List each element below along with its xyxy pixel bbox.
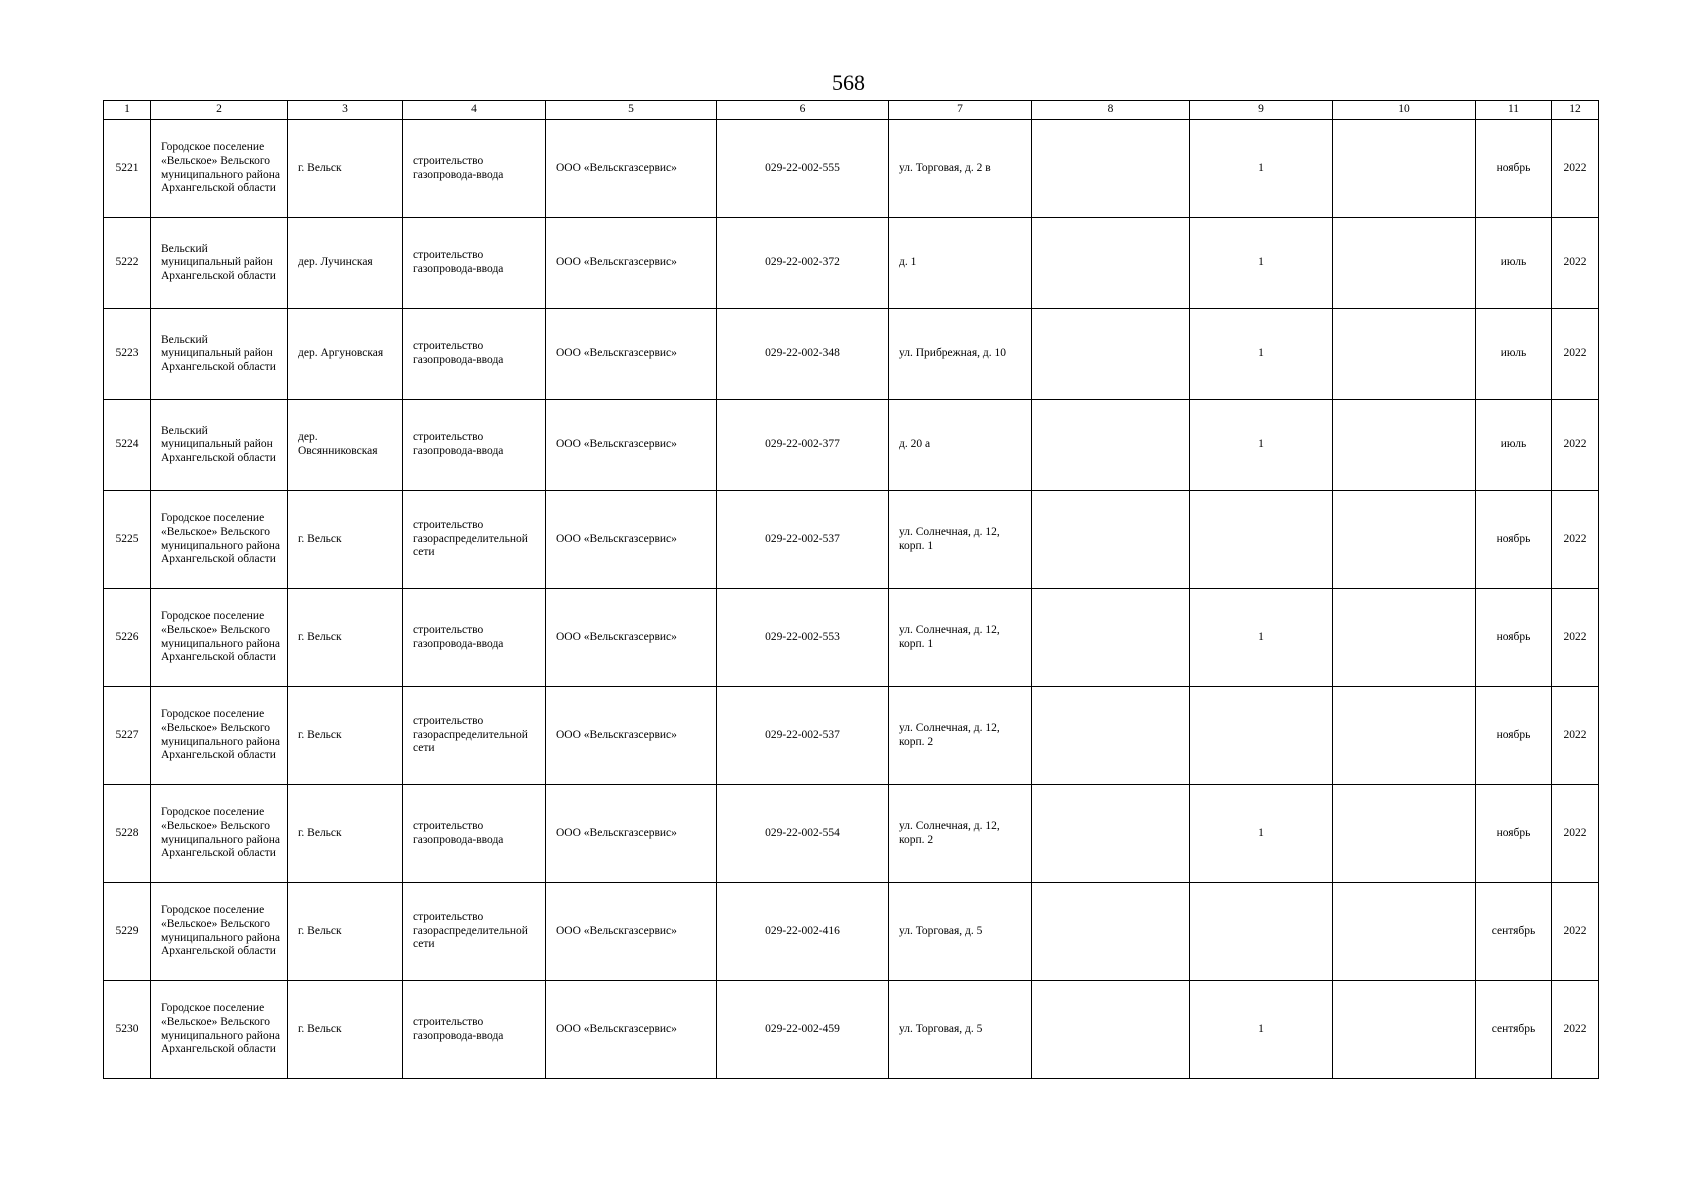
column-header: 6 bbox=[717, 101, 889, 120]
object-code-cell: 029-22-002-555 bbox=[717, 120, 889, 218]
table-row bbox=[104, 120, 1599, 218]
row-number: 5229 bbox=[104, 883, 151, 981]
municipality-cell: Вельский муниципальный район Архангельской области bbox=[151, 218, 288, 309]
organization-cell: ООО «Вельскгазсервис» bbox=[546, 687, 717, 785]
column-header: 12 bbox=[1552, 101, 1599, 120]
column-8-cell bbox=[1032, 218, 1190, 309]
address-cell: ул. Солнечная, д. 12, корп. 1 bbox=[889, 589, 1032, 687]
page-number: 568 bbox=[832, 70, 865, 95]
work-type-cell: строительство газопровода-ввода bbox=[403, 218, 546, 309]
object-code-cell: 029-22-002-537 bbox=[717, 491, 889, 589]
registry-table bbox=[103, 100, 1599, 1079]
municipality-cell: Вельский муниципальный район Архангельской области bbox=[151, 400, 288, 491]
organization-cell: ООО «Вельскгазсервис» bbox=[546, 785, 717, 883]
column-9-cell bbox=[1190, 687, 1333, 785]
column-9-cell: 1 bbox=[1190, 981, 1333, 1079]
year-cell: 2022 bbox=[1552, 120, 1599, 218]
address-cell: ул. Торговая, д. 2 в bbox=[889, 120, 1032, 218]
row-number: 5221 bbox=[104, 120, 151, 218]
organization-cell: ООО «Вельскгазсервис» bbox=[546, 218, 717, 309]
organization-cell: ООО «Вельскгазсервис» bbox=[546, 981, 717, 1079]
column-8-cell bbox=[1032, 491, 1190, 589]
year-cell: 2022 bbox=[1552, 589, 1599, 687]
year-cell: 2022 bbox=[1552, 883, 1599, 981]
column-9-cell: 1 bbox=[1190, 309, 1333, 400]
work-type-cell: строительство газораспределительной сети bbox=[403, 491, 546, 589]
object-code-cell: 029-22-002-416 bbox=[717, 883, 889, 981]
column-8-cell bbox=[1032, 687, 1190, 785]
column-10-cell bbox=[1333, 400, 1476, 491]
row-number: 5224 bbox=[104, 400, 151, 491]
column-8-cell bbox=[1032, 400, 1190, 491]
month-cell: ноябрь bbox=[1476, 120, 1552, 218]
table-row bbox=[104, 883, 1599, 981]
address-cell: ул. Солнечная, д. 12, корп. 2 bbox=[889, 785, 1032, 883]
column-8-cell bbox=[1032, 981, 1190, 1079]
column-8-cell bbox=[1032, 785, 1190, 883]
object-code-cell: 029-22-002-553 bbox=[717, 589, 889, 687]
locality-cell: дер. Овсянниковская bbox=[288, 400, 403, 491]
locality-cell: г. Вельск bbox=[288, 120, 403, 218]
column-header: 7 bbox=[889, 101, 1032, 120]
column-9-cell: 1 bbox=[1190, 218, 1333, 309]
organization-cell: ООО «Вельскгазсервис» bbox=[546, 400, 717, 491]
month-cell: ноябрь bbox=[1476, 785, 1552, 883]
year-cell: 2022 bbox=[1552, 491, 1599, 589]
municipality-cell: Городское поселение «Вельское» Вельского муниципального района Архангельской области bbox=[151, 687, 288, 785]
column-8-cell bbox=[1032, 883, 1190, 981]
year-cell: 2022 bbox=[1552, 218, 1599, 309]
object-code-cell: 029-22-002-372 bbox=[717, 218, 889, 309]
column-9-cell bbox=[1190, 491, 1333, 589]
month-cell: ноябрь bbox=[1476, 491, 1552, 589]
work-type-cell: строительство газопровода-ввода bbox=[403, 981, 546, 1079]
column-8-cell bbox=[1032, 309, 1190, 400]
address-cell: ул. Прибрежная, д. 10 bbox=[889, 309, 1032, 400]
column-10-cell bbox=[1333, 883, 1476, 981]
object-code-cell: 029-22-002-377 bbox=[717, 400, 889, 491]
municipality-cell: Городское поселение «Вельское» Вельского муниципального района Архангельской области bbox=[151, 785, 288, 883]
column-header: 2 bbox=[151, 101, 288, 120]
column-header: 1 bbox=[104, 101, 151, 120]
work-type-cell: строительство газопровода-ввода bbox=[403, 309, 546, 400]
municipality-cell: Городское поселение «Вельское» Вельского муниципального района Архангельской области bbox=[151, 883, 288, 981]
column-10-cell bbox=[1333, 218, 1476, 309]
municipality-cell: Городское поселение «Вельское» Вельского муниципального района Архангельской области bbox=[151, 491, 288, 589]
column-header: 10 bbox=[1333, 101, 1476, 120]
column-8-cell bbox=[1032, 589, 1190, 687]
column-9-cell: 1 bbox=[1190, 589, 1333, 687]
address-cell: ул. Солнечная, д. 12, корп. 1 bbox=[889, 491, 1032, 589]
locality-cell: дер. Лучинская bbox=[288, 218, 403, 309]
header-row bbox=[104, 101, 1599, 120]
municipality-cell: Городское поселение «Вельское» Вельского муниципального района Архангельской области bbox=[151, 589, 288, 687]
organization-cell: ООО «Вельскгазсервис» bbox=[546, 589, 717, 687]
address-cell: ул. Торговая, д. 5 bbox=[889, 981, 1032, 1079]
locality-cell: г. Вельск bbox=[288, 491, 403, 589]
work-type-cell: строительство газораспределительной сети bbox=[403, 687, 546, 785]
address-cell: д. 20 а bbox=[889, 400, 1032, 491]
table-row bbox=[104, 589, 1599, 687]
table-row bbox=[104, 981, 1599, 1079]
table-row bbox=[104, 785, 1599, 883]
table-row bbox=[104, 400, 1599, 491]
month-cell: сентябрь bbox=[1476, 883, 1552, 981]
year-cell: 2022 bbox=[1552, 400, 1599, 491]
month-cell: июль bbox=[1476, 218, 1552, 309]
work-type-cell: строительство газопровода-ввода bbox=[403, 589, 546, 687]
column-10-cell bbox=[1333, 120, 1476, 218]
work-type-cell: строительство газопровода-ввода bbox=[403, 400, 546, 491]
year-cell: 2022 bbox=[1552, 687, 1599, 785]
month-cell: ноябрь bbox=[1476, 589, 1552, 687]
table-row bbox=[104, 491, 1599, 589]
row-number: 5225 bbox=[104, 491, 151, 589]
address-cell: ул. Солнечная, д. 12, корп. 2 bbox=[889, 687, 1032, 785]
month-cell: ноябрь bbox=[1476, 687, 1552, 785]
object-code-cell: 029-22-002-348 bbox=[717, 309, 889, 400]
column-10-cell bbox=[1333, 785, 1476, 883]
locality-cell: г. Вельск bbox=[288, 785, 403, 883]
year-cell: 2022 bbox=[1552, 785, 1599, 883]
column-9-cell: 1 bbox=[1190, 785, 1333, 883]
column-10-cell bbox=[1333, 687, 1476, 785]
table-row bbox=[104, 687, 1599, 785]
organization-cell: ООО «Вельскгазсервис» bbox=[546, 309, 717, 400]
column-9-cell: 1 bbox=[1190, 400, 1333, 491]
table-row bbox=[104, 309, 1599, 400]
column-10-cell bbox=[1333, 981, 1476, 1079]
row-number: 5223 bbox=[104, 309, 151, 400]
column-10-cell bbox=[1333, 491, 1476, 589]
column-header: 4 bbox=[403, 101, 546, 120]
locality-cell: г. Вельск bbox=[288, 589, 403, 687]
column-9-cell: 1 bbox=[1190, 120, 1333, 218]
column-10-cell bbox=[1333, 589, 1476, 687]
municipality-cell: Городское поселение «Вельское» Вельского муниципального района Архангельской области bbox=[151, 981, 288, 1079]
column-header: 8 bbox=[1032, 101, 1190, 120]
column-header: 11 bbox=[1476, 101, 1552, 120]
organization-cell: ООО «Вельскгазсервис» bbox=[546, 120, 717, 218]
month-cell: июль bbox=[1476, 400, 1552, 491]
year-cell: 2022 bbox=[1552, 981, 1599, 1079]
column-8-cell bbox=[1032, 120, 1190, 218]
locality-cell: г. Вельск bbox=[288, 883, 403, 981]
month-cell: сентябрь bbox=[1476, 981, 1552, 1079]
column-10-cell bbox=[1333, 309, 1476, 400]
municipality-cell: Городское поселение «Вельское» Вельского муниципального района Архангельской области bbox=[151, 120, 288, 218]
row-number: 5226 bbox=[104, 589, 151, 687]
address-cell: д. 1 bbox=[889, 218, 1032, 309]
month-cell: июль bbox=[1476, 309, 1552, 400]
locality-cell: дер. Аргуновская bbox=[288, 309, 403, 400]
year-cell: 2022 bbox=[1552, 309, 1599, 400]
object-code-cell: 029-22-002-459 bbox=[717, 981, 889, 1079]
locality-cell: г. Вельск bbox=[288, 981, 403, 1079]
column-header: 9 bbox=[1190, 101, 1333, 120]
address-cell: ул. Торговая, д. 5 bbox=[889, 883, 1032, 981]
object-code-cell: 029-22-002-537 bbox=[717, 687, 889, 785]
locality-cell: г. Вельск bbox=[288, 687, 403, 785]
row-number: 5228 bbox=[104, 785, 151, 883]
row-number: 5222 bbox=[104, 218, 151, 309]
column-header: 5 bbox=[546, 101, 717, 120]
work-type-cell: строительство газопровода-ввода bbox=[403, 785, 546, 883]
work-type-cell: строительство газопровода-ввода bbox=[403, 120, 546, 218]
column-9-cell bbox=[1190, 883, 1333, 981]
organization-cell: ООО «Вельскгазсервис» bbox=[546, 491, 717, 589]
table-row bbox=[104, 218, 1599, 309]
work-type-cell: строительство газораспределительной сети bbox=[403, 883, 546, 981]
organization-cell: ООО «Вельскгазсервис» bbox=[546, 883, 717, 981]
row-number: 5230 bbox=[104, 981, 151, 1079]
column-header: 3 bbox=[288, 101, 403, 120]
row-number: 5227 bbox=[104, 687, 151, 785]
municipality-cell: Вельский муниципальный район Архангельской области bbox=[151, 309, 288, 400]
object-code-cell: 029-22-002-554 bbox=[717, 785, 889, 883]
